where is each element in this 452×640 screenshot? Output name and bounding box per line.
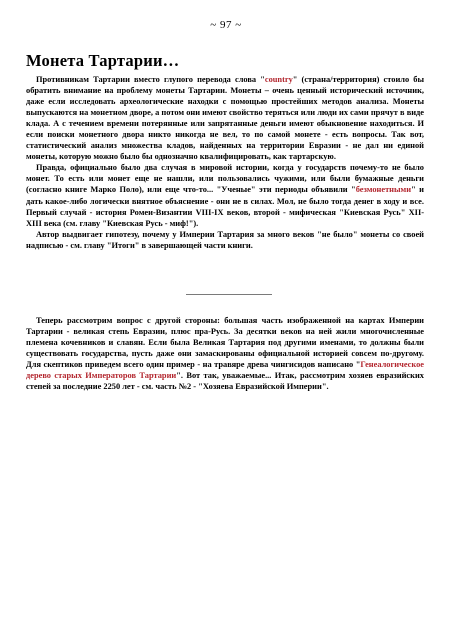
page-number: ~ 97 ~	[210, 19, 242, 31]
section-divider	[186, 294, 272, 295]
paragraph-text: " (страна/территория) стоило бы обратить внимание на проблему монеты Тартарии. Монеты – очень ценный исторический источник, даже если исследовать археологические находки с помощью простейших методов анализа. Монеты выпускаются на монетном дворе, а потом они имеют свойство теряться или люди их сами прячут в виде клада. А с течением времени потерянные или запрятанные деньги имеют обыкновение находиться. И если поиски монетного двора никто никогда не вел, то по самой монете - есть вопросы. Так вот, статистический анализ множества кладов, найденных на территории Евразии - не дал ни единой монеты, которую можно было бы однозначно квалифицировать, как тартарскую.	[26, 75, 424, 162]
paragraph-text: Теперь рассмотрим вопрос с другой стороны: большая часть изображенной на картах Империи Тартарии - великая степь Евразии, плюс пра-Русь. За десятки веков на ней жили многочисленные племена кочевников и славян. Если была Великая Тартария под другими именами, то должны были существовать государства, пусть даже они замаскированы официальной историей совсем по-другому. Для скептиков приведем всего один пример - на травяре древа чингисидов написано "	[26, 316, 424, 370]
paragraph-text: Правда, официально было два случая в мировой истории, когда у государств почему-то не было монет. То есть или монет еще не нашли, или пользовались чужими, или были бумажные деньги (согласно книге Марко Поло), или еще что-то... "Ученые" эти периоды объявили "	[26, 163, 424, 195]
paragraph-text: " и дать какое-либо логически внятное объяснение - они не в силах. Мол, не было тогда денег в ходу и все. Первый случай - история Ромеи-Византии VIII-IX веков, второй - мифическая "Киевская Русь" XII-XIII века (см. главу "Киевская Русь - миф!").	[26, 185, 424, 228]
paragraph-coinless-periods	[26, 162, 424, 228]
paragraph-author-hypothesis: Автор выдвигает гипотезу, почему у Империи Тартария за много веков "не было" монеты со своей надписью - см. главу "Итоги" в завершающей части книги.	[26, 229, 424, 250]
paragraph-text: ". Вот так, уважаемые... Итак, рассмотрим хозяев евразийских степей за последние 2250 лет - см. часть №2 - "Хозяева Евразийской Империи".	[26, 371, 424, 392]
paragraph-text: Противникам Тартарии вместо глупого перевода слова "	[36, 75, 265, 84]
paragraph-steppe-states	[26, 315, 424, 392]
section-title: Монета Тартарии…	[26, 51, 180, 70]
text-block-upper	[26, 74, 424, 251]
paragraph-coin-problem	[26, 74, 424, 162]
highlighted-term: country	[264, 75, 293, 84]
highlighted-term: Генеалогическое дерево старых Императоров Тартарии	[26, 360, 424, 381]
highlighted-term: безмонетными	[355, 185, 412, 195]
text-block-lower	[26, 315, 424, 392]
